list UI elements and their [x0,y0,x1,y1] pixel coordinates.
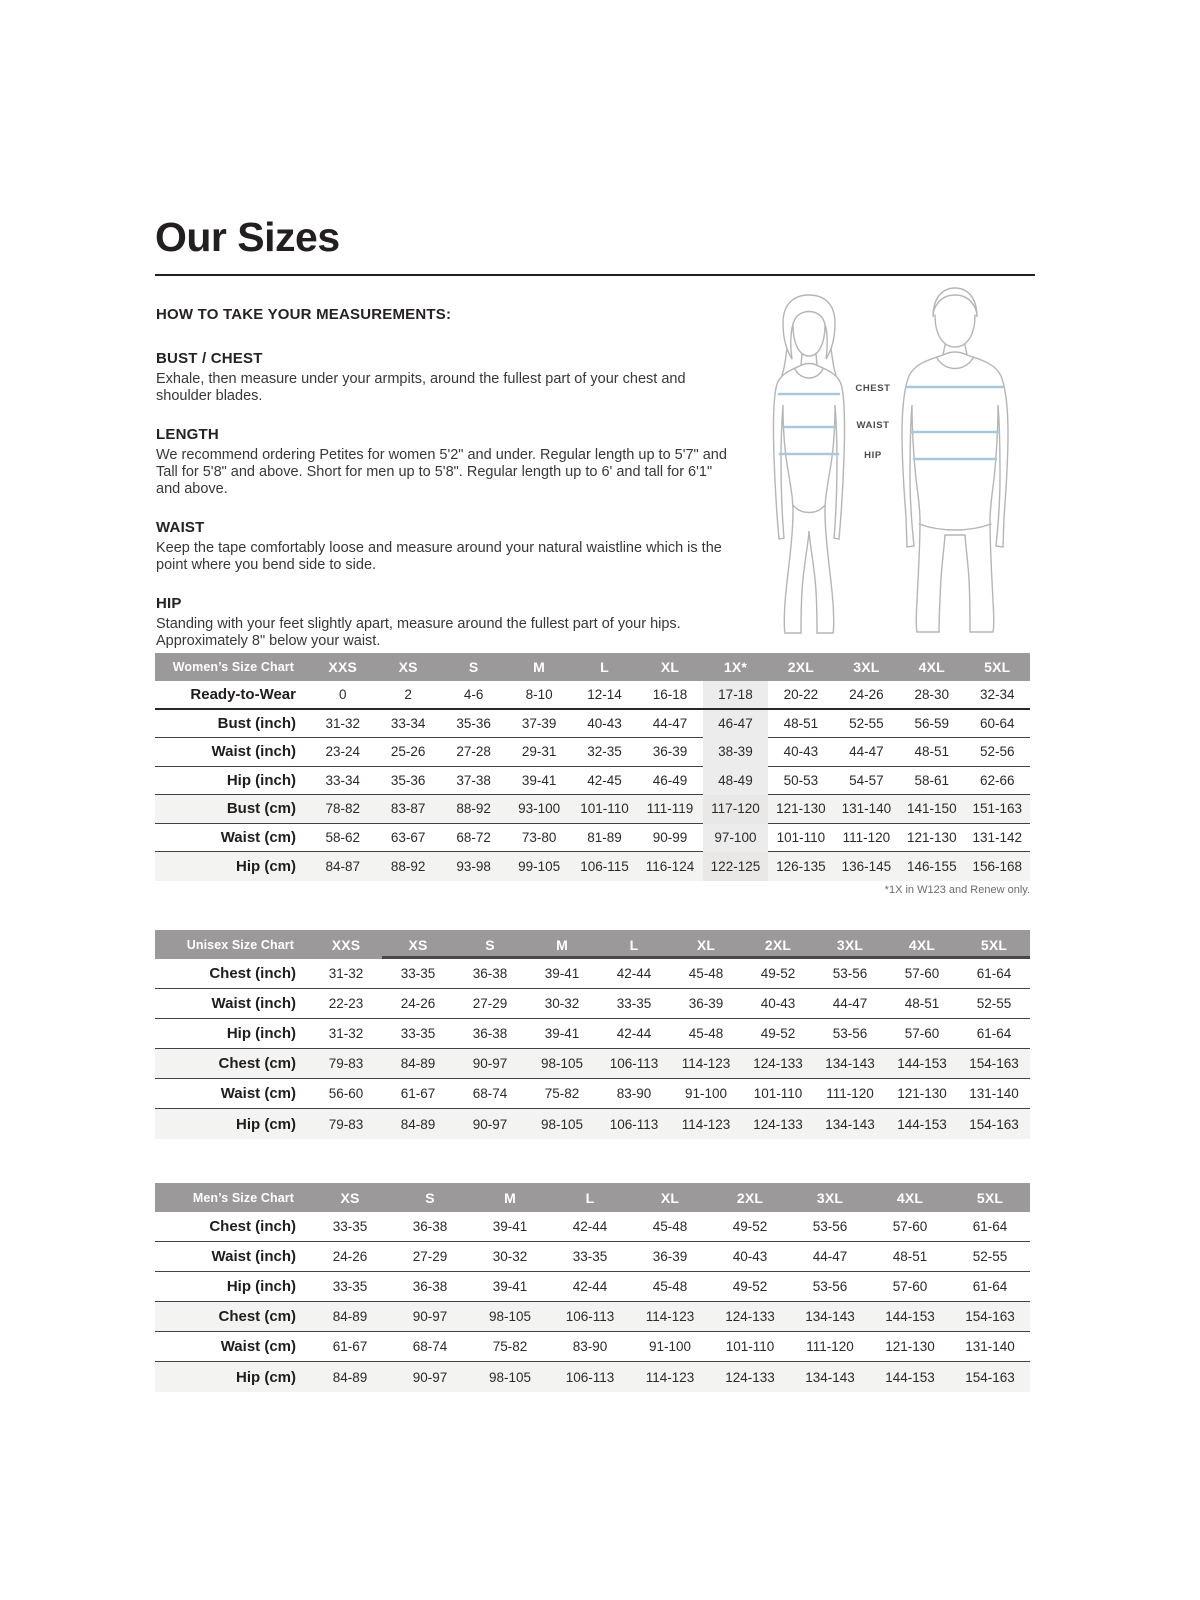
size-cell: 57-60 [886,959,958,989]
row-label: Hip (inch) [155,1272,310,1302]
size-cell: 36-38 [454,959,526,989]
size-cell: 156-168 [965,852,1030,881]
size-cell: 40-43 [710,1242,790,1272]
size-cell: 98-105 [470,1302,550,1332]
male-figure-illustration [888,281,1022,635]
size-cell: 131-140 [958,1079,1030,1109]
size-cell: 84-89 [382,1049,454,1079]
size-cell: 27-28 [441,738,506,767]
measurements-intro-heading: HOW TO TAKE YOUR MEASUREMENTS: [156,306,452,323]
size-cell: 114-123 [630,1302,710,1332]
size-cell: 44-47 [637,710,702,739]
size-cell: 101-110 [768,824,833,853]
size-cell: 154-163 [950,1302,1030,1332]
size-cell: 49-52 [742,1019,814,1049]
column-header: M [526,930,598,959]
size-cell: 144-153 [870,1302,950,1332]
measurement-figures [745,278,1045,638]
row-label: Chest (inch) [155,959,310,989]
size-cell: 44-47 [814,989,886,1019]
size-cell: 44-47 [790,1242,870,1272]
size-cell: 40-43 [742,989,814,1019]
size-cell: 61-64 [958,959,1030,989]
column-header: L [550,1183,630,1212]
size-cell: 42-44 [550,1212,630,1242]
column-header: XS [382,930,454,959]
size-cell: 36-39 [630,1242,710,1272]
column-header: XL [630,1183,710,1212]
size-cell: 31-32 [310,1019,382,1049]
size-cell: 33-34 [310,767,375,796]
female-figure-illustration [755,287,865,635]
column-header: 5XL [958,930,1030,959]
size-cell: 53-56 [814,959,886,989]
size-cell: 37-38 [441,767,506,796]
size-cell: 144-153 [870,1362,950,1392]
size-cell: 49-52 [710,1272,790,1302]
size-cell: 106-113 [550,1362,630,1392]
size-cell: 12-14 [572,681,637,710]
size-cell: 39-41 [526,1019,598,1049]
column-header: S [454,930,526,959]
size-cell: 106-113 [550,1302,630,1332]
size-cell: 91-100 [630,1332,710,1362]
size-cell: 73-80 [506,824,571,853]
size-cell: 54-57 [834,767,899,796]
size-cell: 42-45 [572,767,637,796]
size-cell: 33-35 [598,989,670,1019]
size-cell: 37-39 [506,710,571,739]
row-label: Hip (inch) [155,1019,310,1049]
measurement-sections [156,350,731,671]
size-cell: 27-29 [390,1242,470,1272]
size-cell: 61-64 [950,1212,1030,1242]
row-label: Hip (cm) [155,852,310,881]
page-title: Our Sizes [155,214,340,260]
size-cell: 33-35 [550,1242,630,1272]
column-header: 5XL [950,1183,1030,1212]
size-cell: 114-123 [630,1362,710,1392]
size-cell: 36-38 [454,1019,526,1049]
size-cell: 58-62 [310,824,375,853]
section-heading: LENGTH [156,426,219,443]
size-cell: 121-130 [886,1079,958,1109]
size-cell: 39-41 [470,1212,550,1242]
size-cell: 83-90 [550,1332,630,1362]
section-body: We recommend ordering Petites for women 5'2" and under. Regular length up to 5'7" and Tall for 5'8" and above. Short for men up to 5'8". Regular length up to 6' and tall for 6'1" and above. [156,447,727,497]
size-cell: 90-97 [390,1302,470,1332]
size-cell: 101-110 [572,795,637,824]
size-cell: 68-74 [454,1079,526,1109]
size-cell: 111-120 [790,1332,870,1362]
size-cell: 79-83 [310,1049,382,1079]
size-cell: 23-24 [310,738,375,767]
size-cell: 144-153 [886,1049,958,1079]
mens-size-chart-table [155,1183,1030,1392]
column-header: M [506,653,571,681]
size-cell: 141-150 [899,795,964,824]
size-cell: 57-60 [886,1019,958,1049]
size-cell: 117-120 [703,795,768,824]
size-cell: 63-67 [375,824,440,853]
size-cell: 111-120 [814,1079,886,1109]
size-cell: 124-133 [742,1109,814,1139]
size-cell: 33-35 [382,1019,454,1049]
measurement-section [156,426,731,498]
column-header: 2XL [742,930,814,959]
size-cell: 36-38 [390,1272,470,1302]
size-cell: 79-83 [310,1109,382,1139]
size-cell: 30-32 [526,989,598,1019]
size-cell: 124-133 [710,1302,790,1332]
size-cell: 83-90 [598,1079,670,1109]
size-cell: 32-34 [965,681,1030,710]
size-cell: 31-32 [310,710,375,739]
row-label: Chest (cm) [155,1302,310,1332]
row-label: Waist (cm) [155,824,310,853]
size-cell: 48-51 [899,738,964,767]
size-cell: 97-100 [703,824,768,853]
womens-size-chart-table [155,653,1030,881]
size-cell: 134-143 [790,1362,870,1392]
column-header: S [441,653,506,681]
size-cell: 45-48 [630,1212,710,1242]
row-label: Waist (inch) [155,989,310,1019]
column-header: 3XL [814,930,886,959]
size-cell: 116-124 [637,852,702,881]
size-cell: 106-115 [572,852,637,881]
size-cell: 53-56 [790,1212,870,1242]
measurement-section [156,350,731,405]
section-body: Keep the tape comfortably loose and measure around your natural waistline which is the point where you bend side to side. [156,540,722,573]
size-cell: 101-110 [710,1332,790,1362]
figure-label-waist: WAIST [856,420,890,431]
size-cell: 52-55 [950,1242,1030,1272]
size-cell: 36-39 [637,738,702,767]
column-header: L [572,653,637,681]
row-label: Hip (inch) [155,767,310,796]
column-header: 3XL [790,1183,870,1212]
section-heading: HIP [156,595,182,612]
size-cell: 88-92 [375,852,440,881]
size-cell: 154-163 [958,1049,1030,1079]
measurement-section [156,519,731,574]
column-header: 2XL [768,653,833,681]
figure-label-hip: HIP [864,450,882,461]
size-cell: 134-143 [814,1049,886,1079]
size-cell: 48-51 [886,989,958,1019]
column-header: L [598,930,670,959]
size-cell: 52-55 [834,710,899,739]
size-cell: 25-26 [375,738,440,767]
size-cell: 38-39 [703,738,768,767]
column-header: 4XL [886,930,958,959]
size-cell: 134-143 [790,1302,870,1332]
size-cell: 106-113 [598,1049,670,1079]
size-cell: 33-34 [375,710,440,739]
size-cell: 154-163 [950,1362,1030,1392]
row-label: Waist (inch) [155,1242,310,1272]
size-cell: 90-97 [390,1362,470,1392]
size-cell: 53-56 [790,1272,870,1302]
size-cell: 52-55 [958,989,1030,1019]
size-cell: 45-48 [670,959,742,989]
size-cell: 8-10 [506,681,571,710]
size-cell: 39-41 [506,767,571,796]
size-cell: 61-67 [310,1332,390,1362]
size-cell: 131-140 [834,795,899,824]
size-cell: 33-35 [310,1272,390,1302]
size-cell: 124-133 [742,1049,814,1079]
size-cell: 98-105 [470,1362,550,1392]
size-cell: 90-97 [454,1109,526,1139]
row-label: Ready-to-Wear [155,681,310,710]
column-header: XL [637,653,702,681]
size-cell: 52-56 [965,738,1030,767]
size-cell: 57-60 [870,1272,950,1302]
size-cell: 122-125 [703,852,768,881]
size-cell: 42-44 [598,1019,670,1049]
row-label: Waist (cm) [155,1332,310,1362]
size-cell: 61-64 [958,1019,1030,1049]
size-cell: 91-100 [670,1079,742,1109]
section-body: Standing with your feet slightly apart, measure around the fullest part of your hips. Approximately 8" below your waist. [156,616,681,649]
size-cell: 151-163 [965,795,1030,824]
column-header: 5XL [965,653,1030,681]
size-cell: 40-43 [572,710,637,739]
row-label: Bust (inch) [155,710,310,739]
size-cell: 154-163 [958,1109,1030,1139]
size-cell: 36-39 [670,989,742,1019]
size-cell: 56-59 [899,710,964,739]
section-body: Exhale, then measure under your armpits, around the fullest part of your chest and shoulder blades. [156,371,686,404]
size-cell: 83-87 [375,795,440,824]
column-header: S [390,1183,470,1212]
size-cell: 0 [310,681,375,710]
column-header: XS [375,653,440,681]
size-cell: 84-87 [310,852,375,881]
size-cell: 93-98 [441,852,506,881]
size-cell: 90-99 [637,824,702,853]
size-cell: 114-123 [670,1109,742,1139]
row-label: Waist (cm) [155,1079,310,1109]
row-label: Chest (cm) [155,1049,310,1079]
size-cell: 84-89 [310,1362,390,1392]
row-label: Waist (inch) [155,738,310,767]
column-header: 2XL [710,1183,790,1212]
size-cell: 98-105 [526,1109,598,1139]
size-cell: 45-48 [630,1272,710,1302]
title-divider [155,274,1035,276]
size-cell: 136-145 [834,852,899,881]
size-cell: 42-44 [598,959,670,989]
size-cell: 48-51 [768,710,833,739]
size-cell: 53-56 [814,1019,886,1049]
size-cell: 50-53 [768,767,833,796]
size-cell: 111-119 [637,795,702,824]
size-cell: 84-89 [310,1302,390,1332]
size-cell: 2 [375,681,440,710]
row-label: Hip (cm) [155,1109,310,1139]
size-cell: 131-142 [965,824,1030,853]
size-cell: 46-49 [637,767,702,796]
figure-label-chest: CHEST [855,383,891,394]
size-cell: 48-51 [870,1242,950,1272]
size-cell: 75-82 [526,1079,598,1109]
measurement-section [156,595,731,650]
row-label: Chest (inch) [155,1212,310,1242]
section-heading: WAIST [156,519,205,536]
size-cell: 29-31 [506,738,571,767]
size-cell: 33-35 [382,959,454,989]
column-header: 1X* [703,653,768,681]
size-cell: 30-32 [470,1242,550,1272]
size-cell: 75-82 [470,1332,550,1362]
size-cell: 39-41 [470,1272,550,1302]
column-header: XXS [310,653,375,681]
size-cell: 62-66 [965,767,1030,796]
size-cell: 46-47 [703,710,768,739]
size-cell: 68-72 [441,824,506,853]
size-cell: 126-135 [768,852,833,881]
size-cell: 99-105 [506,852,571,881]
column-header: 3XL [834,653,899,681]
size-cell: 45-48 [670,1019,742,1049]
size-cell: 146-155 [899,852,964,881]
size-cell: 4-6 [441,681,506,710]
size-cell: 61-67 [382,1079,454,1109]
size-cell: 134-143 [814,1109,886,1139]
size-cell: 22-23 [310,989,382,1019]
size-cell: 27-29 [454,989,526,1019]
size-cell: 144-153 [886,1109,958,1139]
size-cell: 17-18 [703,681,768,710]
size-cell: 24-26 [382,989,454,1019]
size-cell: 24-26 [310,1242,390,1272]
size-cell: 111-120 [834,824,899,853]
size-cell: 84-89 [382,1109,454,1139]
size-cell: 35-36 [441,710,506,739]
size-cell: 114-123 [670,1049,742,1079]
size-cell: 48-49 [703,767,768,796]
size-cell: 124-133 [710,1362,790,1392]
unisex-size-chart-table [155,930,1030,1139]
size-cell: 58-61 [899,767,964,796]
size-cell: 40-43 [768,738,833,767]
size-cell: 88-92 [441,795,506,824]
size-cell: 39-41 [526,959,598,989]
size-cell: 28-30 [899,681,964,710]
size-cell: 49-52 [710,1212,790,1242]
size-cell: 98-105 [526,1049,598,1079]
size-cell: 101-110 [742,1079,814,1109]
womens-table-footnote: *1X in W123 and Renew only. [884,884,1030,896]
column-header: XXS [310,930,382,959]
table-title: Men’s Size Chart [155,1183,310,1212]
section-heading: BUST / CHEST [156,350,263,367]
size-cell: 78-82 [310,795,375,824]
column-header: XS [310,1183,390,1212]
table-title: Unisex Size Chart [155,930,310,959]
column-header: M [470,1183,550,1212]
size-cell: 90-97 [454,1049,526,1079]
size-cell: 32-35 [572,738,637,767]
size-cell: 60-64 [965,710,1030,739]
size-cell: 131-140 [950,1332,1030,1362]
column-header: 4XL [870,1183,950,1212]
size-cell: 33-35 [310,1212,390,1242]
size-cell: 61-64 [950,1272,1030,1302]
size-cell: 57-60 [870,1212,950,1242]
size-cell: 49-52 [742,959,814,989]
size-cell: 35-36 [375,767,440,796]
size-cell: 44-47 [834,738,899,767]
size-cell: 68-74 [390,1332,470,1362]
size-cell: 93-100 [506,795,571,824]
size-cell: 121-130 [870,1332,950,1362]
size-cell: 81-89 [572,824,637,853]
size-cell: 36-38 [390,1212,470,1242]
size-cell: 56-60 [310,1079,382,1109]
size-cell: 24-26 [834,681,899,710]
size-cell: 106-113 [598,1109,670,1139]
size-cell: 16-18 [637,681,702,710]
table-title: Women’s Size Chart [155,653,310,681]
size-cell: 121-130 [899,824,964,853]
column-header: XL [670,930,742,959]
size-cell: 31-32 [310,959,382,989]
column-header: 4XL [899,653,964,681]
size-cell: 20-22 [768,681,833,710]
row-label: Hip (cm) [155,1362,310,1392]
row-label: Bust (cm) [155,795,310,824]
size-cell: 42-44 [550,1272,630,1302]
size-cell: 121-130 [768,795,833,824]
